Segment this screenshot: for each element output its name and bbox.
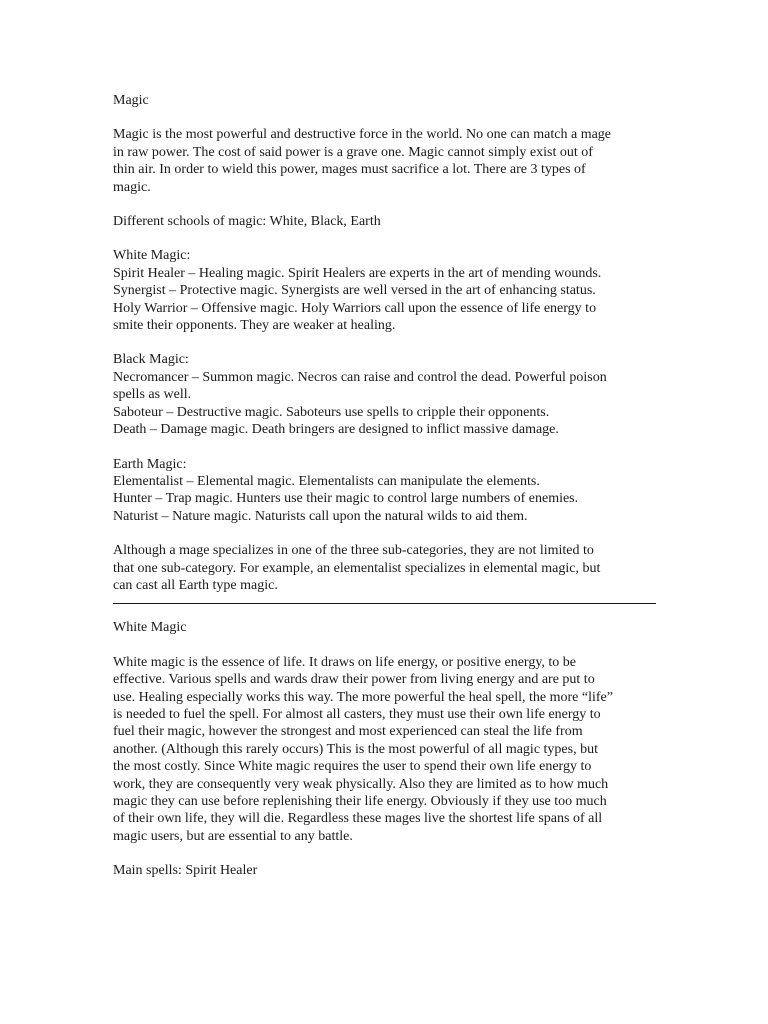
earth-magic-entries: Elementalist – Elemental magic. Elementalists can manipulate the elements. Hunter – Trap magic. Hunters use their magic to control large numbers of enemies. Naturist – Nature magic. Naturists call upon the natural wilds to aid them. (113, 473, 579, 524)
specialization-note: Although a mage specializes in one of the three sub-categories, they are not limited to that one sub-category. For example, an elementalist specializes in elemental magic, but can cast all Earth type magic. (113, 543, 601, 593)
white-magic-list (113, 247, 658, 334)
black-magic-entries: Necromancer – Summon magic. Necros can raise and control the dead. Powerful poison spells as well. Saboteur – Destructive magic. Saboteurs use spells to cripple their opponents. Death – Damage magic. Death bringers are designed to inflict massive damage. (113, 369, 607, 438)
main-spells-line: Main spells: Spirit Healer (113, 863, 258, 879)
black-magic-heading: Black Magic: (113, 352, 189, 368)
section-title-white-magic: White Magic (113, 620, 187, 636)
white-magic-entries: Spirit Healer – Healing magic. Spirit Healers are experts in the art of mending wounds. Synergist – Protective magic. Synergists are well versed in the art of enhancing status. Holy Warrior – Offensive magic. Holy Warriors call upon the essence of life energy to smite their opponents. They are weaker at healing. (113, 265, 602, 334)
schools-line: Different schools of magic: White, Black, Earth (113, 214, 381, 230)
white-magic-description: White magic is the essence of life. It draws on life energy, or positive energy, to be effective. Various spells and wards draw their power from living energy and are put to use. Healing especially works this way. The more powerful the heal spell, the more “life” is needed to fuel the spell. For almost all casters, they must use their own life energy to fuel their magic, however the strongest and most experienced can steal the life from another. (Although this rarely occurs) This is the most powerful of all magic types, but the most costly. Since White magic requires the user to spend their own life energy to work, they are consequently very weak physically. Also they are limited as to how much magic they can use before replenishing their life energy. Obviously if they use too much of their own life, they will die. Regardless these mages live the shortest life spans of all magic users, but are essential to any battle. (113, 654, 613, 844)
black-magic-list (113, 351, 658, 438)
earth-magic-list (113, 456, 658, 526)
earth-magic-heading: Earth Magic: (113, 456, 187, 472)
white-magic-heading: White Magic: (113, 248, 191, 264)
horizontal-divider (113, 603, 656, 604)
document-body (113, 92, 658, 880)
intro-paragraph: Magic is the most powerful and destructive force in the world. No one can match a mage in raw power. The cost of said power is a grave one. Magic cannot simply exist out of thin air. In order to wield this power, mages must sacrifice a lot. There are 3 types of magic. (113, 127, 612, 195)
document-title: Magic (113, 93, 149, 108)
